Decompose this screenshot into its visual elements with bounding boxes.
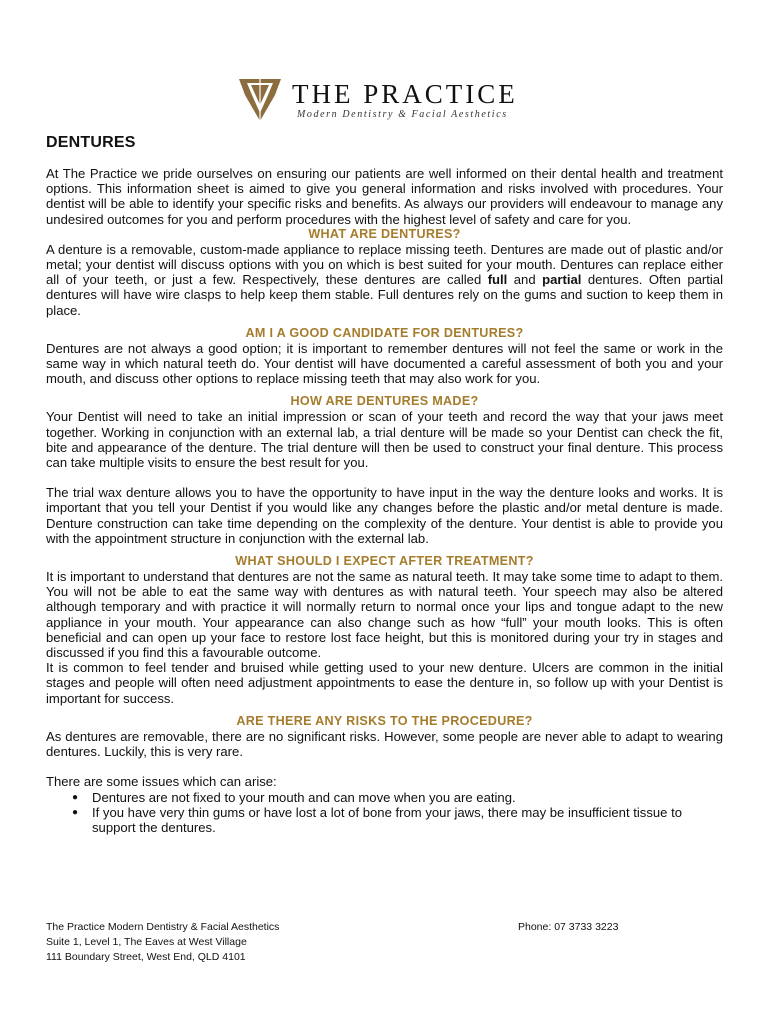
footer-address xyxy=(46,920,279,965)
footer-address-line: 111 Boundary Street, West End, QLD 4101 xyxy=(46,951,246,963)
section-paragraph: Your Dentist will need to take an initial impression or scan of your teeth and record the way that your jaws meet together. Working in conjunction with an external lab, a trial denture will be made so your Dentist can check the fit, bite and appearance of the denture. The trial denture will then be used to construct your final denture. This process can take multiple visits to ensure the best result for you. xyxy=(46,409,723,471)
list-item: ● If you have very thin gums or have lost a lot of bone from your jaws, there may be insufficient tissue to support the dentures. xyxy=(78,805,723,835)
footer-address-line: Suite 1, Level 1, The Eaves at West Village xyxy=(46,936,247,948)
section-paragraph: It is common to feel tender and bruised while getting used to your new denture. Ulcers are common in the initial stages and people will often need adjustment appointments to ease the denture in, so follow up with your Dentist is important for success. xyxy=(46,660,723,706)
list-item: ● Dentures are not fixed to your mouth and can move when you are eating. xyxy=(78,790,723,805)
spacer xyxy=(46,470,723,485)
section-paragraph: There are some issues which can arise: xyxy=(46,774,277,790)
section-heading-what-are-dentures: WHAT ARE DENTURES? xyxy=(308,226,461,241)
bold-term-full: full xyxy=(487,272,508,288)
brand-tagline: Modern Dentistry & Facial Aesthetics xyxy=(297,109,508,120)
risk-list xyxy=(46,790,723,836)
document-body xyxy=(46,134,723,835)
section-paragraph xyxy=(46,242,723,318)
bold-term-partial: partial xyxy=(542,272,582,288)
text-run: and xyxy=(507,272,543,288)
page-title: DENTURES xyxy=(46,134,136,151)
text-run: A denture is a removable, custom-made appliance to replace missing teeth. Dentures are made out of plastic and/or metal; your dentist will discuss options with you on which is best suited for your mouth. Dentures can replace either all of your teeth, or just a few. Respectively, these dentures are called xyxy=(46,241,723,288)
text-run: dentures. Often partial dentures will have wire clasps to help keep them stable. Full dentures rely on the gums and suction to keep them in place. xyxy=(46,272,723,318)
spacer xyxy=(46,706,723,714)
spacer xyxy=(46,759,723,774)
footer-practice-name: The Practice Modern Dentistry & Facial Aesthetics xyxy=(46,921,280,933)
spacer xyxy=(46,546,723,554)
section-paragraph: As dentures are removable, there are no significant risks. However, some people are never able to adapt to wearing dentures. Luckily, this is very rare. xyxy=(46,728,723,760)
tooth-emblem-icon xyxy=(237,75,283,123)
section-heading-candidate: AM I A GOOD CANDIDATE FOR DENTURES? xyxy=(245,325,524,340)
brand-logo xyxy=(237,75,537,125)
spacer xyxy=(46,318,723,326)
section-paragraph: The trial wax denture allows you to have the opportunity to have input in the way the denture looks and works. It is important that you tell your Dentist if you would like any changes before the plastic and/or metal denture is made. Denture construction can take time depending on the complexity of the denture. Your dentist is able to provide you with the appointment structure in conjunction with the external lab. xyxy=(46,485,723,546)
spacer xyxy=(46,386,723,394)
footer-phone: Phone: 07 3733 3223 xyxy=(518,921,619,933)
section-heading-after-treatment: WHAT SHOULD I EXPECT AFTER TREATMENT? xyxy=(235,554,534,569)
intro-paragraph: At The Practice we pride ourselves on ensuring our patients are well informed on their dental health and treatment options. This information sheet is aimed to give you general information and risks involved with procedures. Your dentist will be able to identify your specific risks and benefits. As always our providers will endeavour to manage any undesired outcomes for you and perform procedures with the highest level of safety and care for you. xyxy=(46,166,723,227)
section-paragraph: Dentures are not always a good option; it is important to remember dentures will not feel the same or work in the same way in which natural teeth do. Your dentist will have documented a careful assessment of both you and your mouth, and discuss other options to replace missing teeth that may also work for you. xyxy=(46,340,723,387)
section-heading-risks: ARE THERE ANY RISKS TO THE PROCEDURE? xyxy=(236,713,533,728)
section-paragraph: It is important to understand that dentures are not the same as natural teeth. It may take some time to adapt to them. You will not be able to eat the same way with dentures as with natural teeth. Your speech may also be altered although temporary and with practice it will normally return to normal once your lips and tongue adapt to the new appliance in your mouth. Your appearance can also change such as how “full” your mouth looks. This is often beneficial and can open up your face to restore lost face height, but this is monitored during your try in stages and discussed if you find this a favourable outcome. xyxy=(46,569,723,661)
section-heading-how-made: HOW ARE DENTURES MADE? xyxy=(290,394,479,409)
brand-name: THE PRACTICE xyxy=(292,79,518,109)
